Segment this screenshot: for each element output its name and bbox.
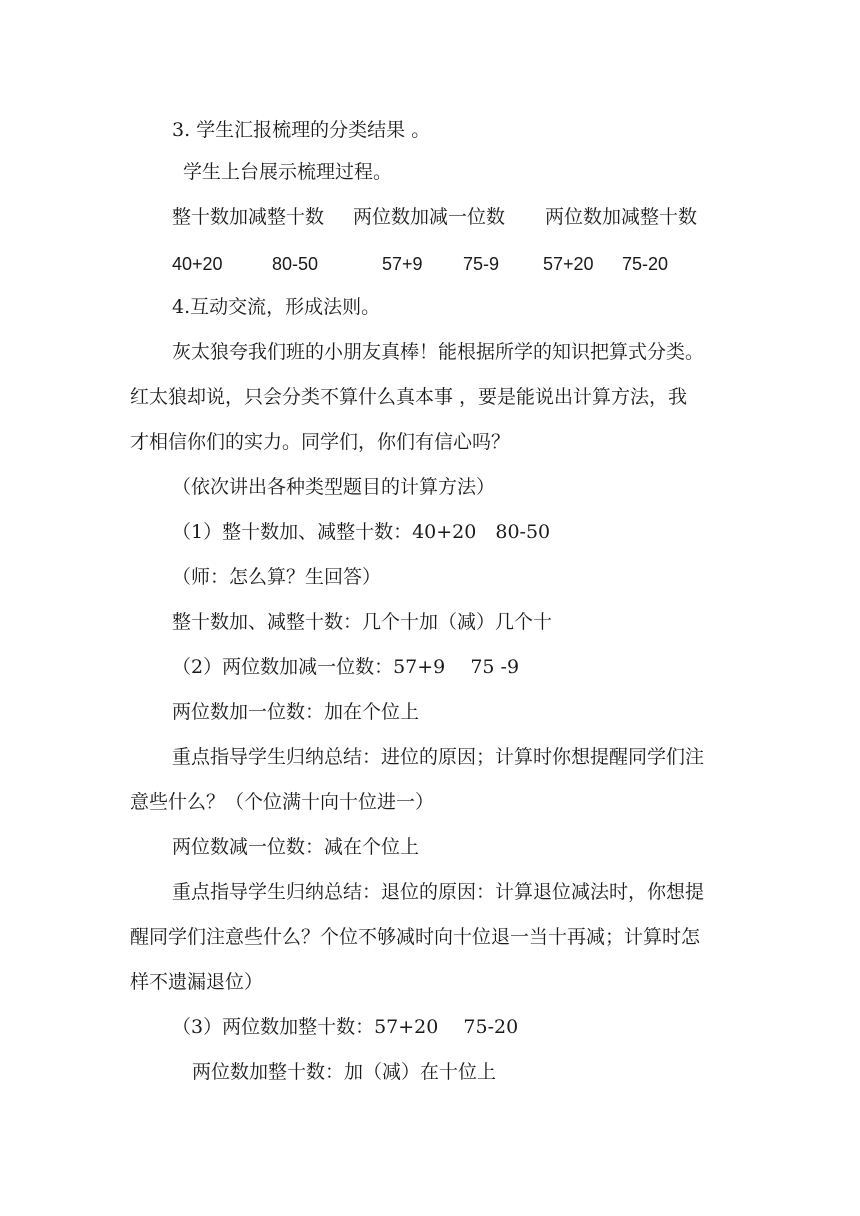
focus-2-line: 重点指导学生归纳总结：退位的原因：计算退位减法时，你想提 — [172, 881, 705, 903]
item-3: （3）两位数加整十数：57+20 75-20 — [172, 1016, 519, 1038]
example-expression: 57+20 — [543, 254, 594, 274]
section3-title: 3. 学生汇报梳理的分类结果 。 — [172, 119, 431, 141]
focus-1-line: 重点指导学生归纳总结：进位的原因；计算时你想提醒同学们注 — [172, 746, 705, 768]
rule-1: 整十数加、减整十数：几个十加（减）几个十 — [172, 611, 553, 633]
category-label: 整十数加减整十数 — [172, 206, 325, 228]
category-label: 两位数加减整十数 — [545, 206, 698, 228]
story-paragraph-line: 灰太狼夸我们班的小朋友真棒！能根据所学的知识把算式分类。 — [172, 341, 705, 363]
focus-2-line: 醒同学们注意些什么？个位不够减时向十位退一当十再减；计算时怎 — [130, 926, 701, 948]
example-expression: 75-20 — [622, 254, 669, 274]
section3-intro: 学生上台展示梳理过程。 — [183, 161, 393, 183]
section4-title: 4.互动交流，形成法则。 — [172, 296, 381, 318]
category-label: 两位数加减一位数 — [353, 206, 506, 228]
rule-3: 两位数加整十数：加（减）在十位上 — [192, 1061, 497, 1083]
example-expression: 57+9 — [382, 254, 423, 274]
focus-1-line: 意些什么？（个位满十向十位进一） — [130, 791, 435, 813]
focus-2-line: 样不遗漏退位） — [130, 971, 264, 993]
item-1: （1）整十数加、减整十数：40+20 80-50 — [172, 521, 551, 543]
teacher-note: （师：怎么算？生回答） — [172, 566, 382, 588]
story-paragraph-line: 红太狼却说，只会分类不算什么真本事 ，要是能说出计算方法，我 — [130, 386, 688, 408]
rule-2a: 两位数加一位数：加在个位上 — [172, 701, 420, 723]
methods-note: （依次讲出各种类型题目的计算方法） — [172, 476, 496, 498]
rule-2b: 两位数减一位数：减在个位上 — [172, 836, 420, 858]
example-expression: 80-50 — [272, 254, 319, 274]
story-paragraph-line: 才相信你们的实力。同学们，你们有信心吗？ — [130, 431, 511, 453]
item-2: （2）两位数加减一位数：57+9 75 -9 — [172, 656, 520, 678]
example-expression: 75-9 — [463, 254, 500, 274]
example-expression: 40+20 — [172, 254, 223, 274]
